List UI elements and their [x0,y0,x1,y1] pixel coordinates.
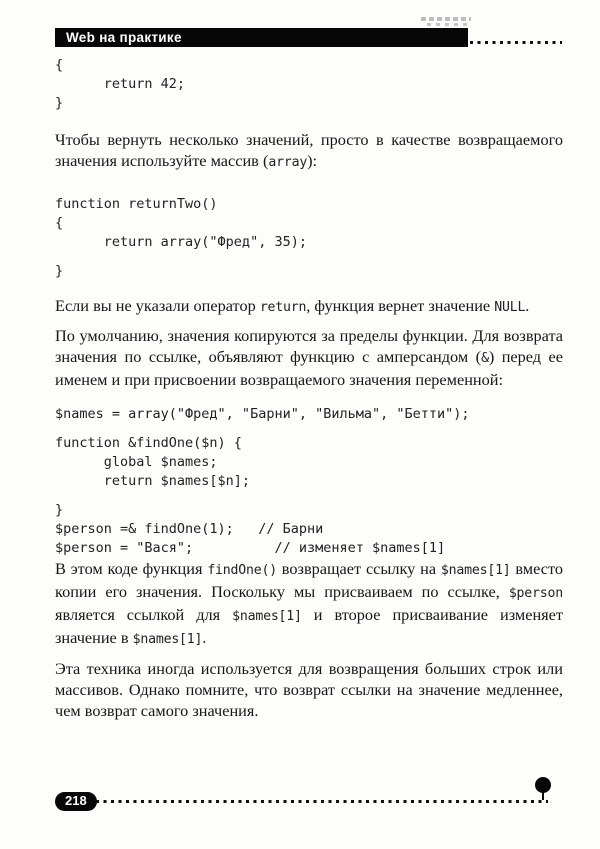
inline-code: & [481,351,489,366]
text-run: . [202,628,207,647]
text-run: По умолчанию, значения копируются за пределы функции. Для возврата значения по ссылке, объявляют функцию с амперсандом ( [55,326,563,366]
paragraph-technique-note: Эта техника иногда используется для возвращения больших строк или массивов. Однако помните, что возврат ссылки на значение медленнее, чем возврат самого значения. [55,659,563,720]
running-header-title: Web на практике [66,30,182,45]
inline-code: return [259,300,307,315]
text-run: . [525,296,530,315]
code-line: $person = "Вася"; // изменяет $names[1] [55,540,446,556]
inline-code: array [268,155,308,170]
code-blank-line [55,424,563,434]
text-run: вместо копии его значения. Поскольку мы присваиваем по ссылке, [55,559,563,601]
inline-code: NULL [494,300,526,315]
code-line: function returnTwo() [55,196,218,212]
header-dotted-rule [470,41,562,44]
text-run: и второе присваивание изменяет значение в [55,605,563,647]
text-run: Если вы не указали оператор [55,296,260,315]
code-blank-line [55,491,563,501]
inline-code: $person [508,586,563,601]
text-run: В этом коде функция [55,559,208,578]
running-header-bar [55,28,468,47]
text-run: Чтобы вернуть несколько значений, просто в качестве возвращаемого значения используйте массив ( [55,130,563,170]
inline-code: $names[1] [132,632,203,647]
code-blank-line [55,252,563,262]
code-line: } [55,263,64,279]
page-content [55,56,563,721]
text-run: ) перед ее именем и при присвоении возвращаемого значения переменной: [55,347,564,389]
paragraph-return-null [55,295,563,318]
code-line: global $names; [55,454,218,470]
code-line: return array("Фред", 35); [55,234,307,250]
footer-dotted-rule [96,800,548,803]
code-line: $person =& findOne(1); // Барни [55,521,324,537]
paragraph-return-array-intro [55,129,563,173]
code-line: } [55,502,64,518]
text-run: , функция вернет значение [306,296,495,315]
code-line: return $names[$n]; [55,473,251,489]
code-block-findone [55,405,563,558]
text-run: является ссылкой для [55,605,233,624]
inline-code: $names[1] [440,563,511,578]
scan-bleedthrough-artifact [421,17,471,26]
inline-code: $names[1] [232,609,302,624]
code-line: function &findOne($n) { [55,435,242,451]
paragraph-findone-explanation [55,558,563,650]
page-number-badge: 218 [55,792,97,811]
code-block-return-42 [55,56,563,113]
text-run: возвращает ссылку на [276,559,441,578]
code-line: return 42; [55,76,186,92]
paragraph-reference-return [55,325,563,390]
code-line: $names = array("Фред", "Барни", "Вильма", "Бетти"); [55,406,470,422]
text-run: ): [307,151,318,170]
code-line: { [55,57,64,73]
code-line: } [55,95,64,111]
code-line: { [55,215,64,231]
inline-code: findOne() [207,563,277,578]
corner-dot-marker [535,777,551,793]
code-block-returntwo [55,195,563,281]
